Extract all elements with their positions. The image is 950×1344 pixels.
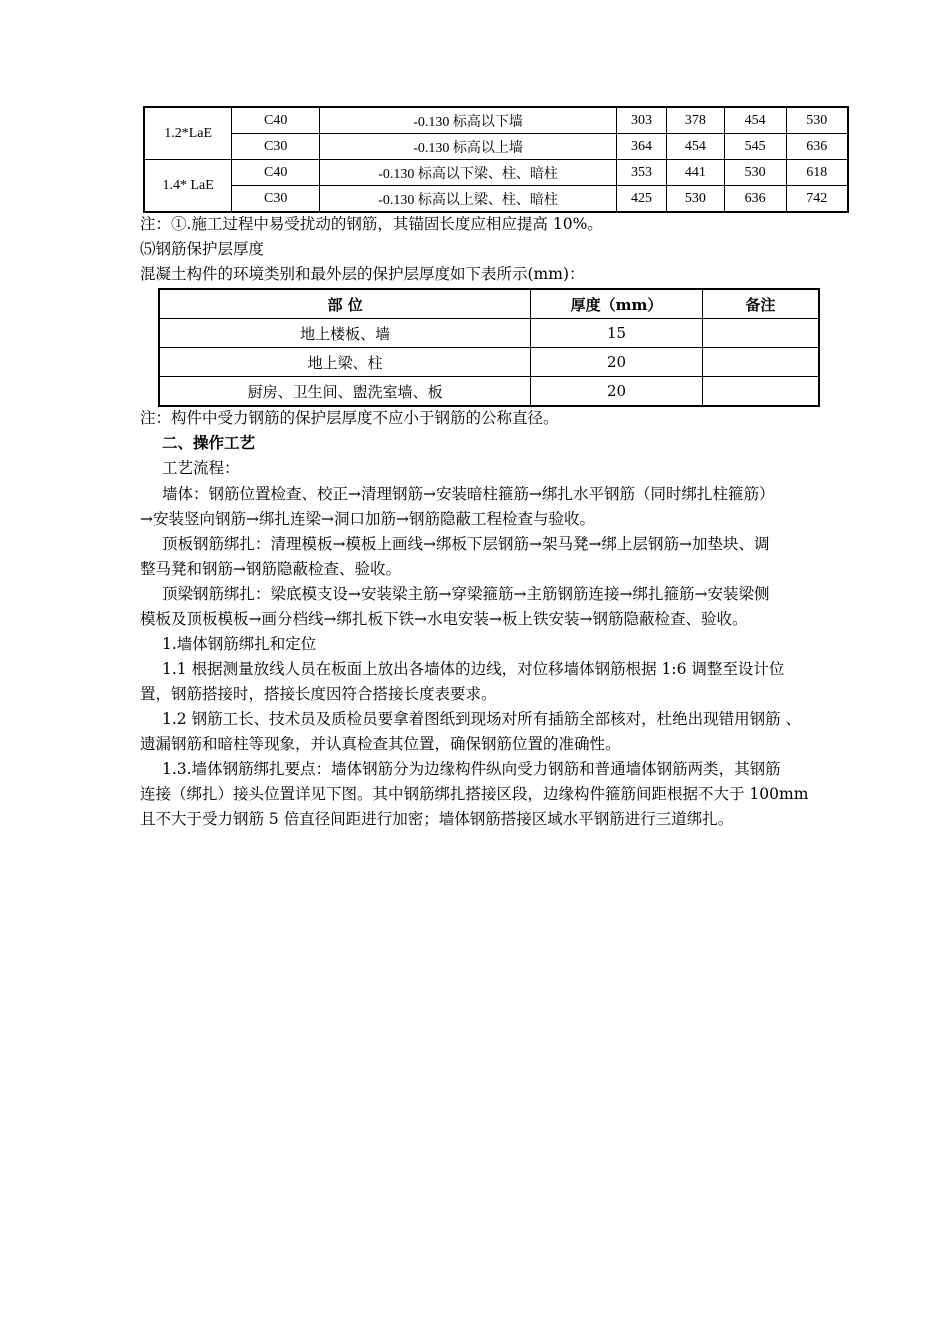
length-value: 545 (724, 134, 786, 160)
length-value: 303 (617, 107, 667, 134)
paragraph-line: 1.1 根据测量放线人员在板面上放出各墙体的边线，对位移墙体钢筋根据 1:6 调整至设计位 (162, 660, 785, 678)
cover-intro-text: 混凝土构件的环境类别和最外层的保护层厚度如下表所示(mm)： (140, 265, 585, 283)
concrete-grade: C30 (232, 134, 320, 160)
cover-thickness-table (158, 288, 820, 407)
length-value: 378 (666, 107, 724, 134)
length-value: 636 (786, 134, 848, 160)
beam-flow-line: 顶梁钢筋绑扎：梁底模支设→安装梁主筋→穿梁箍筋→主筋钢筋连接→绑扎箍筋→安装梁侧 (162, 585, 770, 603)
length-value: 441 (666, 160, 724, 186)
paragraph-line: 置，钢筋搭接时，搭接长度因符合搭接长度表要求。 (140, 685, 497, 703)
table-row (159, 348, 819, 377)
group-label: 1.2*LaE (144, 107, 232, 160)
remark-cell (702, 348, 819, 377)
length-value: 454 (666, 134, 724, 160)
item-heading: 1.墙体钢筋绑扎和定位 (162, 635, 317, 653)
paragraph-line: 且不大于受力钢筋 5 倍直径间距进行加密；墙体钢筋搭接区域水平钢筋进行三道绑扎。 (140, 810, 734, 828)
section-heading-operation: 二、操作工艺 (162, 433, 256, 452)
concrete-grade: C40 (232, 107, 320, 134)
length-value: 425 (617, 186, 667, 213)
part-cell: 厨房、卫生间、盥洗室墙、板 (159, 377, 531, 407)
table-row (144, 134, 848, 160)
paragraph-line: 遗漏钢筋和暗柱等现象，并认真检查其位置，确保钢筋位置的准确性。 (140, 735, 621, 753)
paragraph-line: 1.2 钢筋工长、技术员及质检员要拿着图纸到现场对所有插筋全部核对，杜绝出现错用钢筋 、 (162, 710, 802, 728)
table-row (144, 107, 848, 134)
note-cover: 注：构件中受力钢筋的保护层厚度不应小于钢筋的公称直径。 (140, 409, 559, 427)
section-heading-cover: ⑸钢筋保护层厚度 (140, 240, 265, 258)
length-value: 364 (617, 134, 667, 160)
group-label: 1.4* LaE (144, 160, 232, 213)
length-value: 530 (724, 160, 786, 186)
concrete-grade: C40 (232, 160, 320, 186)
table-row (144, 160, 848, 186)
thickness-cell: 20 (531, 348, 703, 377)
table-header-row (159, 289, 819, 319)
table-row (159, 319, 819, 348)
length-value: 618 (786, 160, 848, 186)
thickness-cell: 20 (531, 377, 703, 407)
beam-flow-line: 模板及顶板模板→画分档线→绑扎板下铁→水电安装→板上铁安装→钢筋隐蔽检查、验收。 (140, 610, 748, 628)
column-header-part: 部 位 (159, 289, 531, 319)
concrete-grade: C30 (232, 186, 320, 213)
column-header-thickness: 厚度（mm） (531, 289, 703, 319)
remark-cell (702, 319, 819, 348)
slab-flow-line: 顶板钢筋绑扎：清理模板→模板上画线→绑板下层钢筋→架马凳→绑上层钢筋→加垫块、调 (162, 535, 770, 553)
length-value: 742 (786, 186, 848, 213)
paragraph-line: 1.3.墙体钢筋绑扎要点：墙体钢筋分为边缘构件纵向受力钢筋和普通墙体钢筋两类，其钢筋 (162, 760, 781, 778)
note-anchorage: 注：①.施工过程中易受扰动的钢筋，其锚固长度应相应提高 10%。 (140, 215, 603, 233)
length-value: 353 (617, 160, 667, 186)
length-value: 454 (724, 107, 786, 134)
process-label: 工艺流程： (162, 459, 240, 477)
length-value: 636 (724, 186, 786, 213)
length-value: 530 (666, 186, 724, 213)
anchorage-length-table (143, 106, 849, 213)
table-row (144, 186, 848, 213)
remark-cell (702, 377, 819, 407)
member-description: -0.130 标高以上墙 (320, 134, 617, 160)
member-description: -0.130 标高以下墙 (320, 107, 617, 134)
member-description: -0.130 标高以下梁、柱、暗柱 (320, 160, 617, 186)
length-value: 530 (786, 107, 848, 134)
part-cell: 地上梁、柱 (159, 348, 531, 377)
table-row (159, 377, 819, 407)
wall-flow-line: 墙体：钢筋位置检查、校正→清理钢筋→安装暗柱箍筋→绑扎水平钢筋（同时绑扎柱箍筋） (162, 485, 775, 503)
member-description: -0.130 标高以上梁、柱、暗柱 (320, 186, 617, 213)
paragraph-line: 连接（绑扎）接头位置详见下图。其中钢筋绑扎搭接区段，边缘构件箍筋间距根据不大于 100mm (140, 785, 809, 803)
thickness-cell: 15 (531, 319, 703, 348)
wall-flow-line: →安装竖向钢筋→绑扎连梁→洞口加筋→钢筋隐蔽工程检查与验收。 (140, 510, 595, 528)
slab-flow-line: 整马凳和钢筋→钢筋隐蔽检查、验收。 (140, 560, 401, 578)
column-header-remark: 备注 (702, 289, 819, 319)
part-cell: 地上楼板、墙 (159, 319, 531, 348)
